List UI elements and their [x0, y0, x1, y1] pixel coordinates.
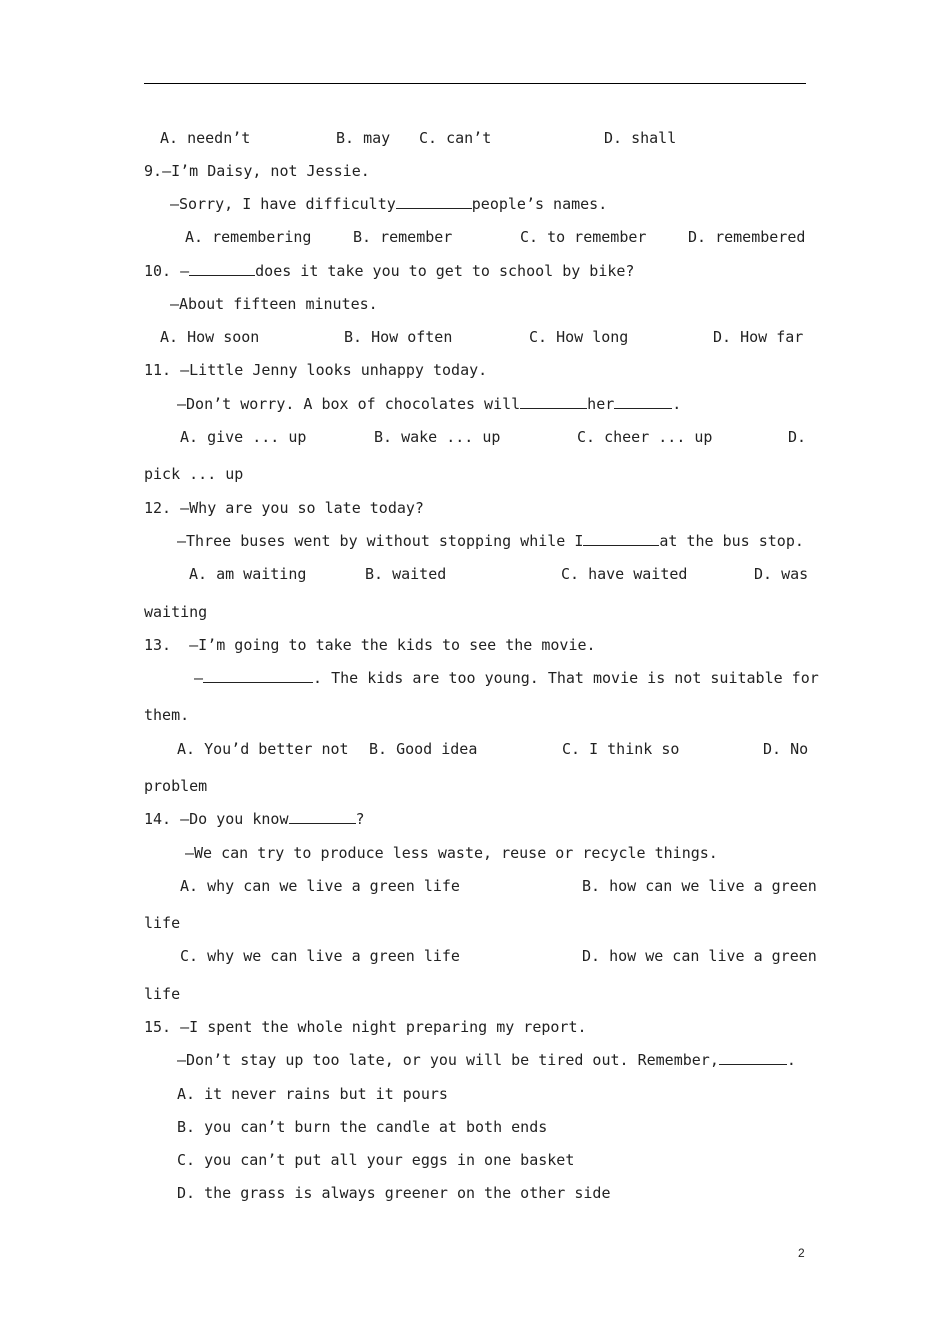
- answer-blank: [719, 1050, 787, 1065]
- q14-option-d: D. how we can live a green: [582, 947, 817, 965]
- q13-option-b: B. Good idea: [369, 740, 478, 758]
- q10-reply: —About fifteen minutes.: [170, 295, 378, 313]
- q14-option-b-continued: life: [144, 914, 181, 932]
- answer-blank: [583, 531, 659, 546]
- answer-blank: [203, 668, 313, 683]
- answer-blank: [189, 261, 255, 276]
- q15-option-c: C. you can’t put all your eggs in one basket: [177, 1151, 575, 1169]
- q14-option-c: C. why we can live a green life: [180, 947, 460, 965]
- q13-option-c: C. I think so: [562, 740, 680, 758]
- q10-option-d: D. How far: [713, 328, 804, 346]
- q9-option-a: A. remembering: [185, 228, 312, 246]
- q15-option-a: A. it never rains but it pours: [177, 1085, 448, 1103]
- q9-option-c: C. to remember: [520, 228, 647, 246]
- q11-option-d-text: pick ... up: [144, 465, 244, 483]
- q12-option-a: A. am waiting: [189, 565, 307, 583]
- q11-option-d-label: D.: [788, 428, 807, 446]
- q9-option-d: D. remembered: [688, 228, 806, 246]
- q10-option-a: A. How soon: [160, 328, 260, 346]
- q12-option-c: C. have waited: [561, 565, 688, 583]
- answer-blank: [396, 194, 472, 209]
- q13-reply-continued: them.: [144, 706, 190, 724]
- header-rule: [144, 83, 806, 84]
- page-number: 2: [798, 1246, 805, 1260]
- q13-reply: — . The kids are too young. That movie is not suitable for: [194, 669, 819, 687]
- q14-option-a: A. why can we live a green life: [180, 877, 460, 895]
- answer-blank: [289, 809, 356, 824]
- q11-reply: —Don’t worry. A box of chocolates will her .: [177, 395, 682, 413]
- q9-option-b: B. remember: [353, 228, 453, 246]
- q15-option-d: D. the grass is always greener on the other side: [177, 1184, 611, 1202]
- prev-option-a: A. needn’t: [160, 129, 251, 147]
- q11-prompt: 11. —Little Jenny looks unhappy today.: [144, 361, 488, 379]
- q13-prompt: 13. —I’m going to take the kids to see the movie.: [144, 636, 596, 654]
- q12-option-d-text: waiting: [144, 603, 208, 621]
- q13-option-d-text: problem: [144, 777, 208, 795]
- answer-blank: [614, 394, 672, 409]
- q14-prompt: 14. —Do you know ?: [144, 810, 365, 828]
- q15-option-b: B. you can’t burn the candle at both ends: [177, 1118, 548, 1136]
- q12-prompt: 12. —Why are you so late today?: [144, 499, 424, 517]
- q11-option-a: A. give ... up: [180, 428, 307, 446]
- q9-prompt: 9.—I’m Daisy, not Jessie.: [144, 162, 370, 180]
- q14-reply: —We can try to produce less waste, reuse or recycle things.: [185, 844, 718, 862]
- q9-reply: —Sorry, I have difficulty people’s names.: [170, 195, 608, 213]
- q10-option-c: C. How long: [529, 328, 629, 346]
- answer-blank: [520, 394, 587, 409]
- prev-option-d: D. shall: [604, 129, 677, 147]
- prev-option-c: C. can’t: [419, 129, 492, 147]
- q13-option-d-label: D. No: [763, 740, 809, 758]
- prev-option-b: B. may: [336, 129, 391, 147]
- q11-option-c: C. cheer ... up: [577, 428, 713, 446]
- q15-reply: —Don’t stay up too late, or you will be tired out. Remember, .: [177, 1051, 796, 1069]
- q15-prompt: 15. —I spent the whole night preparing my report.: [144, 1018, 587, 1036]
- q13-option-a: A. You’d better not: [177, 740, 349, 758]
- q12-option-d-label: D. was: [754, 565, 809, 583]
- q10-option-b: B. How often: [344, 328, 453, 346]
- q14-option-b: B. how can we live a green: [582, 877, 817, 895]
- q12-option-b: B. waited: [365, 565, 447, 583]
- q11-option-b: B. wake ... up: [374, 428, 501, 446]
- q10-prompt: 10. — does it take you to get to school by bike?: [144, 262, 635, 280]
- q14-option-d-continued: life: [144, 985, 181, 1003]
- q12-reply: —Three buses went by without stopping while I at the bus stop.: [177, 532, 804, 550]
